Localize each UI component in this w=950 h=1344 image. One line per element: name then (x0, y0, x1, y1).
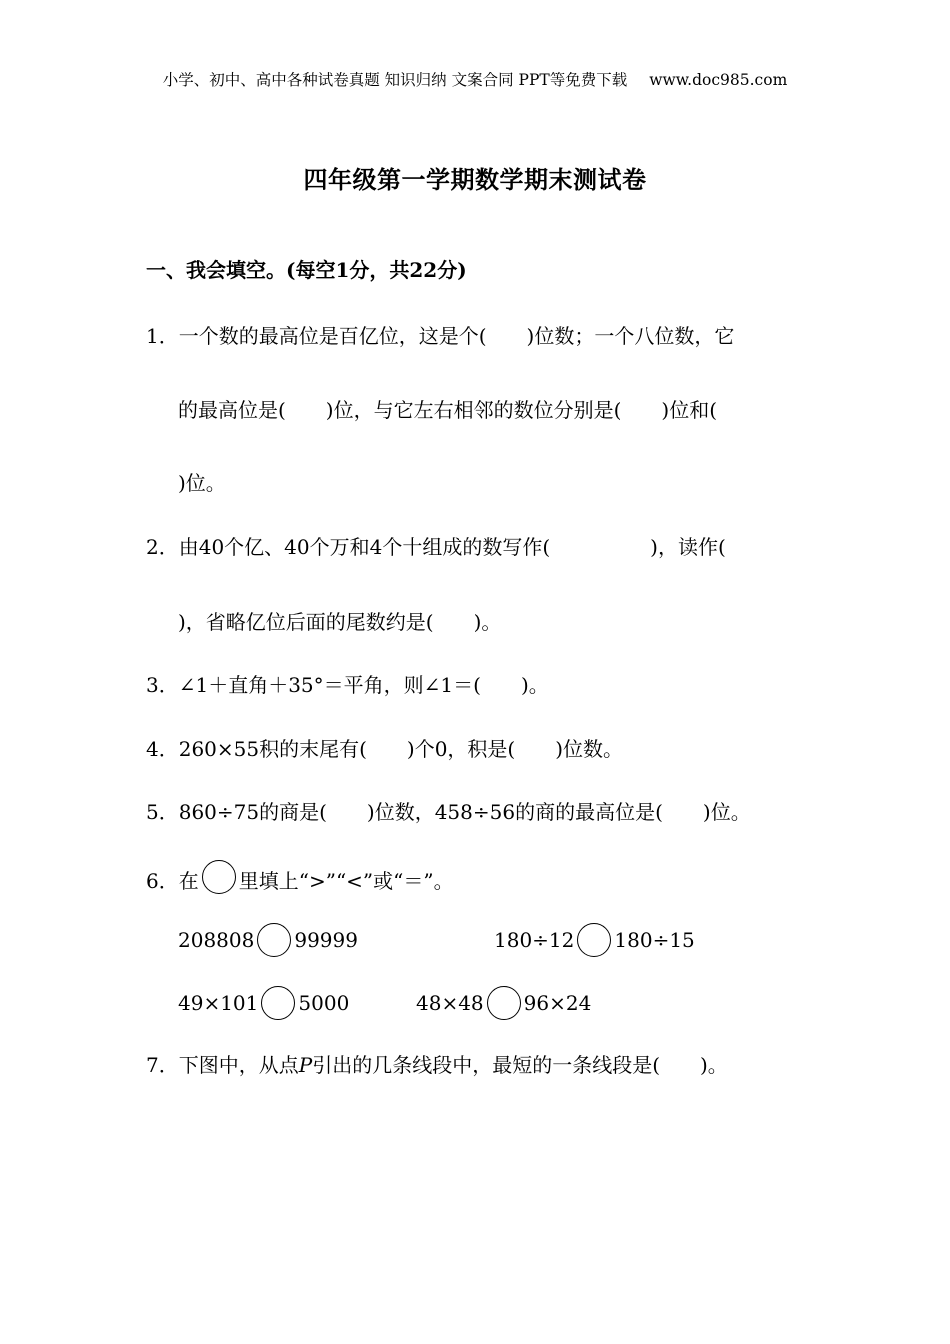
question-1-line-1: 1．一个数的最高位是百亿位，这是个( )位数；一个八位数，它 (146, 324, 735, 348)
header-site: www.doc985.com (649, 71, 788, 89)
page-header (0, 68, 950, 90)
answer-circle[interactable] (487, 986, 521, 1020)
comparison-left: 48×48 (416, 991, 484, 1015)
question-2-line-1: 2．由40个亿、40个万和4个十组成的数写作( )，读作( (146, 535, 726, 559)
comparison-left: 208808 (178, 928, 255, 952)
comparison-circle-icon (202, 860, 236, 894)
comparison-item-1 (178, 923, 358, 957)
question-7-prefix: 7．下图中，从点 (146, 1053, 299, 1077)
question-2-line-2: )，省略亿位后面的尾数约是( )。 (178, 610, 502, 634)
comparison-right: 180÷15 (614, 928, 695, 952)
question-7 (146, 1049, 728, 1078)
header-text: 小学、初中、高中各种试卷真题 知识归纳 文案合同 PPT等免费下载 (162, 71, 628, 89)
answer-circle[interactable] (261, 986, 295, 1020)
comparison-right: 5000 (298, 991, 350, 1015)
comparison-item-3 (178, 986, 349, 1020)
question-6-prefix: 6．在 (146, 869, 199, 893)
question-6-suffix: 里填上“>”“<”或“＝”。 (238, 869, 454, 893)
comparison-left: 49×101 (178, 991, 259, 1015)
question-5: 5．860÷75的商是( )位数，458÷56的商的最高位是( )位。 (146, 800, 751, 824)
question-7-suffix: 引出的几条线段中，最短的一条线段是( )。 (312, 1053, 728, 1077)
section-heading-1: 一、我会填空。(每空1分，共22分) (146, 258, 467, 282)
comparison-item-2 (494, 923, 695, 957)
question-3: 3．∠1＋直角＋35°＝平角，则∠1＝( )。 (146, 673, 549, 697)
answer-circle[interactable] (577, 923, 611, 957)
point-label: P (298, 1053, 313, 1077)
question-1-line-3: )位。 (178, 471, 226, 495)
question-6-instruction (146, 860, 454, 894)
comparison-right: 96×24 (523, 991, 592, 1015)
comparison-item-4 (416, 986, 591, 1020)
page-title: 四年级第一学期数学期末测试卷 (303, 165, 647, 194)
question-4: 4．260×55积的末尾有( )个0，积是( )位数。 (146, 737, 624, 761)
comparison-right: 99999 (294, 928, 358, 952)
comparison-left: 180÷12 (494, 928, 575, 952)
question-1-line-2: 的最高位是( )位，与它左右相邻的数位分别是( )位和( (178, 398, 718, 422)
answer-circle[interactable] (257, 923, 291, 957)
